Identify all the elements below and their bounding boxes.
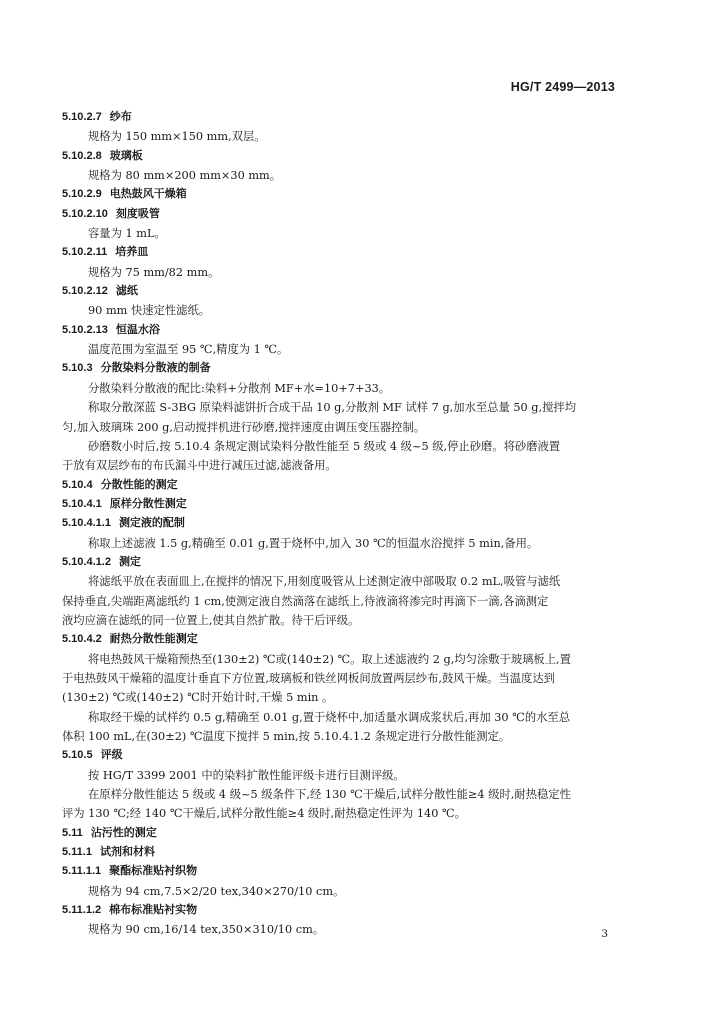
section-number: 5.11: [62, 826, 83, 839]
section-heading: [62, 108, 620, 127]
paragraph-continuation: 匀,加入玻璃珠 200 g,启动搅拌机进行砂磨,搅拌速度由调压变压器控制。: [62, 420, 426, 434]
paragraph-line: 砂磨数小时后,按 5.10.4 条规定测试染料分散性能至 5 级或 4 级~5 级,停止砂磨。将砂磨液置: [88, 439, 561, 453]
section-heading: [62, 321, 620, 340]
section-title: 玻璃板: [109, 149, 143, 162]
section-number: 5.11.1.2: [62, 904, 102, 917]
section-title: 测定: [118, 555, 141, 568]
paragraph-line: 规格为 94 cm,7.5×2/20 tex,340×270/10 cm。: [88, 884, 345, 898]
section-number: 5.11.1: [62, 846, 92, 859]
section-heading: [62, 359, 620, 378]
paragraph-line: 规格为 80 mm×200 mm×30 mm。: [88, 169, 282, 183]
standard-code: HG/T 2499—2013: [510, 80, 615, 94]
section-title: 纱布: [109, 111, 132, 123]
paragraph-continuation: 评为 130 ℃;经 140 ℃干燥后,试样分散性能≥4 级时,耐热稳定性评为 140 ℃。: [62, 807, 466, 821]
section-number: 5.10.3: [62, 362, 93, 375]
section-heading: [62, 824, 620, 843]
paragraph-line: 按 HG/T 3399 2001 中的染料扩散性能评级卡进行目测评级。: [88, 768, 405, 782]
section-title: 耐热分散性能测定: [109, 633, 198, 646]
section-number: 5.10.4.1.1: [62, 517, 111, 530]
paragraph-line: 规格为 75 mm/82 mm。: [88, 265, 220, 279]
paragraph-line: 容量为 1 mL。: [88, 227, 166, 241]
section-title: 测定液的配制: [118, 517, 185, 530]
paragraph-line: 规格为 90 cm,16/14 tex,350×310/10 cm。: [88, 923, 325, 937]
paragraph-line: 称取上述滤液 1.5 g,精确至 0.01 g,置于烧杯中,加入 30 ℃的恒温水浴搅拌 5 min,备用。: [88, 536, 539, 550]
section-title: 沾污性的测定: [90, 826, 157, 839]
section-title: 棉布标准贴衬实物: [109, 904, 198, 917]
section-number: 5.10.2.7: [62, 111, 102, 123]
section-number: 5.10.4.1.2: [62, 555, 111, 568]
section-heading: [62, 862, 620, 881]
section-title: 聚酯标准贴衬织物: [109, 865, 198, 878]
section-title: 电热鼓风干燥箱: [109, 188, 187, 201]
section-title: 培养皿: [115, 246, 149, 259]
paragraph-line: 分散染料分散液的配比:染料+分散剂 MF+水=10+7+33。: [88, 381, 391, 395]
section-number: 5.10.4: [62, 478, 93, 491]
section-number: 5.10.5: [62, 749, 93, 762]
section-number: 5.10.2.13: [62, 323, 108, 336]
paragraph-continuation: 于电热鼓风干燥箱的温度计垂直下方位置,玻璃板和铁丝网板间放置两层纱布,鼓风干燥。当温度达到: [62, 671, 555, 685]
section-number: 5.10.2.10: [62, 207, 108, 220]
paragraph-line: 将电热鼓风干燥箱预热至(130±2) ℃或(140±2) ℃。取上述滤液约 2 g,均匀涂敷于玻璃板上,置: [88, 652, 571, 666]
section-number: 5.11.1.1: [62, 865, 102, 878]
paragraph-line: 在原样分散性能达 5 级或 4 级~5 级条件下,经 130 ℃干燥后,试样分散性能≥4 级时,耐热稳定性: [88, 788, 571, 802]
section-title: 刻度吸管: [115, 207, 160, 220]
section-heading: [62, 843, 620, 862]
section-title: 评级: [100, 749, 123, 762]
section-number: 5.10.2.11: [62, 246, 108, 259]
section-number: 5.10.4.2: [62, 633, 102, 646]
paragraph-line: 90 mm 快速定性滤纸。: [88, 304, 211, 318]
paragraph-continuation: 液均应滴在滤纸的同一位置上,使其自然扩散。待干后评级。: [62, 613, 360, 627]
section-heading: [62, 514, 620, 533]
section-number: 5.10.4.1: [62, 497, 102, 510]
section-number: 5.10.2.9: [62, 188, 102, 201]
section-heading: [62, 205, 620, 224]
document-body: [62, 108, 620, 940]
section-heading: [62, 901, 620, 920]
paragraph-line: 规格为 150 mm×150 mm,双层。: [88, 130, 266, 144]
section-title: 分散性能的测定: [100, 478, 178, 491]
paragraph-continuation: (130±2) ℃或(140±2) ℃时开始计时,干燥 5 min 。: [62, 691, 334, 705]
paragraph-line: 温度范围为室温至 95 ℃,精度为 1 ℃。: [88, 343, 289, 357]
section-heading: [62, 282, 620, 301]
section-number: 5.10.2.12: [62, 285, 108, 298]
section-heading: [62, 185, 620, 204]
paragraph-line: 称取分散深蓝 S-3BG 原染料滤饼折合成干品 10 g,分散剂 MF 试样 7 g,加水至总量 50 g,搅拌均: [88, 401, 577, 415]
section-number: 5.10.2.8: [62, 149, 102, 162]
section-title: 分散染料分散液的制备: [100, 362, 211, 375]
section-heading: [62, 243, 620, 262]
section-heading: [62, 147, 620, 166]
paragraph-line: 称取经干燥的试样约 0.5 g,精确至 0.01 g,置于烧杯中,加适量水调成浆状后,再加 30 ℃的水至总: [88, 710, 571, 724]
page-number: 3: [601, 928, 608, 940]
section-heading: [62, 553, 620, 572]
paragraph-line: 将滤纸平放在表面皿上,在搅拌的情况下,用刻度吸管从上述测定液中部吸取 0.2 mL,吸管与滤纸: [88, 575, 561, 589]
section-title: 试剂和材料: [99, 846, 155, 859]
section-heading: [62, 476, 620, 495]
section-heading: [62, 630, 620, 649]
section-title: 恒温水浴: [115, 323, 160, 336]
section-title: 原样分散性测定: [109, 497, 187, 510]
paragraph-continuation: 体积 100 mL,在(30±2) ℃温度下搅拌 5 min,按 5.10.4.1.2 条规定进行分散性能测定。: [62, 730, 511, 743]
section-title: 滤纸: [115, 285, 138, 298]
section-heading: [62, 495, 620, 514]
paragraph-continuation: 于放有双层纱布的布氏漏斗中进行减压过滤,滤液备用。: [62, 459, 337, 473]
paragraph-continuation: 保持垂直,尖端距离滤纸约 1 cm,使测定液自然滴落在滤纸上,待液滴将渗完时再滴下一滴,各滴测定: [62, 594, 549, 608]
section-heading: [62, 746, 620, 765]
